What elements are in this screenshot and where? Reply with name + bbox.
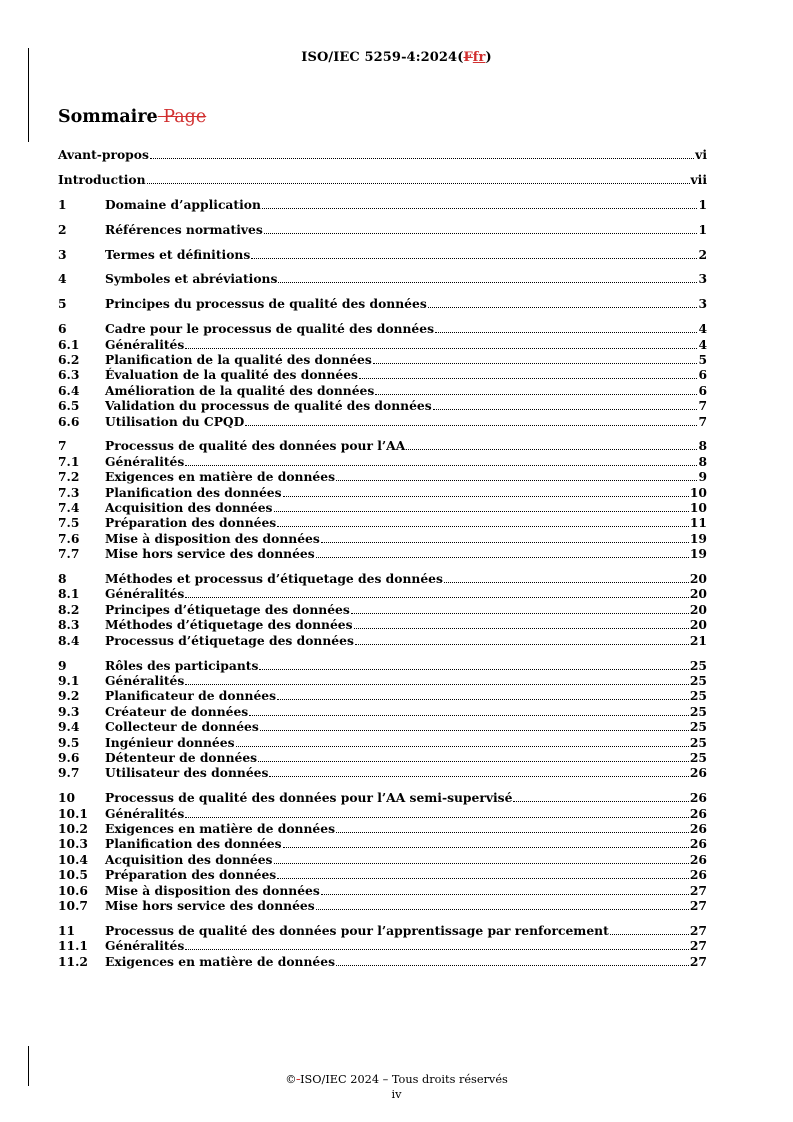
toc-entry-title: Détenteur de données — [105, 749, 258, 765]
toc-entry-leader-dots — [150, 158, 694, 159]
page-footer — [0, 1072, 793, 1102]
toc-heading — [58, 107, 206, 127]
toc-entry-title: Acquisition des données — [105, 500, 273, 516]
toc-entry-title: Généralités — [105, 336, 185, 352]
toc-entry-title: Exigences en matière de données — [105, 953, 335, 969]
toc-entry-leader-dots — [444, 582, 689, 583]
toc-entry-number: 6.4 — [58, 382, 80, 398]
toc-heading-title: Sommaire — [58, 107, 158, 127]
toc-entry-number: 9.5 — [58, 734, 80, 750]
toc-entry-page: 4 — [698, 336, 707, 352]
toc-entry-number: 9 — [58, 657, 67, 673]
toc-entry-leader-dots — [354, 628, 689, 629]
toc-entry[interactable] — [58, 704, 707, 719]
toc-entry-leader-dots — [245, 425, 697, 426]
toc-entry-leader-dots — [513, 801, 688, 802]
toc-entry-page: 26 — [689, 836, 707, 852]
toc-entry[interactable] — [58, 806, 707, 821]
toc-entry[interactable] — [58, 719, 707, 734]
toc-entry-leader-dots — [316, 557, 689, 558]
toc-entry-leader-dots — [355, 644, 689, 645]
toc-entry-number: 4 — [58, 271, 67, 287]
toc-entry-number: 11.1 — [58, 938, 88, 954]
toc-entry-leader-dots — [274, 863, 689, 864]
toc-entry-page: 26 — [689, 790, 707, 806]
toc-entry-title: Planification de la qualité des données — [105, 352, 372, 368]
toc-entry-leader-dots — [277, 878, 689, 879]
toc-entry-page: 26 — [689, 765, 707, 781]
toc-entry-title: Généralités — [105, 453, 185, 469]
toc-entry-leader-dots — [610, 934, 689, 935]
toc-entry-number: 10.3 — [58, 836, 88, 852]
toc-entry-page: 20 — [689, 617, 707, 633]
toc-entry-number: 7.5 — [58, 515, 80, 531]
toc-entry-leader-dots — [316, 909, 689, 910]
toc-entry-page: 25 — [689, 749, 707, 765]
toc-entry[interactable] — [58, 469, 707, 484]
toc-entry-title: Généralités — [105, 805, 185, 821]
toc-entry-page: 3 — [698, 271, 707, 287]
toc-entry-number: 10.6 — [58, 882, 88, 898]
copyright-text: ISO/IEC 2024 – Tous droits réservés — [300, 1073, 508, 1086]
toc-entry[interactable] — [58, 271, 707, 286]
toc-entry-title: Mise à disposition des données — [105, 530, 320, 546]
toc-entry-leader-dots — [249, 715, 689, 716]
toc-entry-number: 7.1 — [58, 453, 80, 469]
copyright-line — [0, 1072, 793, 1087]
toc-entry-title: Validation du processus de qualité des données — [105, 398, 432, 414]
toc-entry-page: 25 — [689, 703, 707, 719]
toc-entry[interactable] — [58, 438, 707, 453]
toc-entry[interactable] — [58, 500, 707, 515]
toc-entry-page: 10 — [689, 500, 707, 516]
toc-entry-page: 7 — [698, 398, 707, 414]
toc-entry[interactable] — [58, 352, 707, 367]
toc-entry-page: 8 — [698, 438, 707, 454]
toc-entry[interactable] — [58, 821, 707, 836]
toc-entry-number: 11 — [58, 922, 76, 938]
toc-entry-title: Mise hors service des données — [105, 897, 315, 913]
toc-entry[interactable] — [58, 571, 707, 586]
toc-entry-page: 19 — [689, 546, 707, 562]
toc-entry-leader-dots — [147, 183, 690, 184]
toc-entry[interactable] — [58, 867, 707, 882]
toc-entry-leader-dots — [336, 832, 689, 833]
toc-entry[interactable] — [58, 321, 707, 336]
toc-entry-page: 6 — [698, 382, 707, 398]
header-prefix: ISO/IEC 5259-4:2024( — [301, 50, 464, 65]
toc-entry-page: 25 — [689, 734, 707, 750]
page-number: iv — [391, 1088, 402, 1101]
toc-entry-leader-dots — [185, 348, 697, 349]
toc-entry[interactable] — [58, 673, 707, 688]
toc-entry-title: Préparation des données — [105, 515, 277, 531]
toc-entry-title: Introduction — [58, 171, 146, 187]
toc-entry-title: Domaine d’application — [105, 196, 261, 212]
toc-entry[interactable] — [58, 222, 707, 237]
toc-entry-leader-dots — [185, 817, 689, 818]
toc-entry-title: Collecteur de données — [105, 719, 259, 735]
toc-entry[interactable] — [58, 923, 707, 938]
toc-entry-title: Références normatives — [105, 221, 263, 237]
header-inserted-text: fr — [472, 50, 486, 65]
toc-entry-page: 26 — [689, 851, 707, 867]
toc-entry-number: 9.7 — [58, 765, 80, 781]
toc-entry-leader-dots — [321, 542, 689, 543]
toc-entry[interactable] — [58, 485, 707, 500]
toc-entry-leader-dots — [269, 776, 688, 777]
toc-entry-number: 2 — [58, 221, 67, 237]
toc-entry-number: 9.1 — [58, 672, 80, 688]
page-header — [0, 50, 793, 65]
toc-entry-title: Cadre pour le processus de qualité des données — [105, 321, 435, 337]
toc-entry-title: Exigences en matière de données — [105, 820, 335, 836]
toc-entry[interactable] — [58, 898, 707, 913]
toc-entry-title: Planification des données — [105, 484, 282, 500]
toc-entry-number: 7.4 — [58, 500, 80, 516]
toc-entry-leader-dots — [336, 480, 697, 481]
toc-entry-page: 27 — [689, 882, 707, 898]
toc-entry-leader-dots — [185, 949, 689, 950]
toc-entry-page: 9 — [698, 469, 707, 485]
toc-entry-number: 9.2 — [58, 688, 80, 704]
toc-entry-title: Utilisateur des données — [105, 765, 269, 781]
toc-entry-title: Utilisation du CPQD — [105, 413, 245, 429]
toc-entry[interactable] — [58, 367, 707, 382]
toc-entry-number: 1 — [58, 196, 67, 212]
toc-entry-title: Principes d’étiquetage des données — [105, 601, 350, 617]
toc-entry-title: Généralités — [105, 586, 185, 602]
toc-entry-leader-dots — [433, 409, 698, 410]
toc-entry-leader-dots — [259, 669, 688, 670]
toc-entry-title: Évaluation de la qualité des données — [105, 367, 358, 383]
toc-entry-leader-dots — [351, 613, 689, 614]
toc-entry-page: 6 — [698, 367, 707, 383]
toc-entry-page: 3 — [698, 296, 707, 312]
toc-entry-leader-dots — [336, 965, 689, 966]
toc-entry-page: 26 — [689, 867, 707, 883]
toc-entry-number: 9.3 — [58, 703, 80, 719]
toc-entry-page: 25 — [689, 657, 707, 673]
toc-entry-leader-dots — [321, 894, 689, 895]
toc-entry-title: Créateur de données — [105, 703, 249, 719]
toc-entry-leader-dots — [185, 597, 689, 598]
toc-entry-number: 8.1 — [58, 586, 80, 602]
toc-entry-number: 6.3 — [58, 367, 80, 383]
toc-entry-title: Symboles et abréviations — [105, 271, 278, 287]
toc-entry-page: 26 — [689, 805, 707, 821]
toc-entry-leader-dots — [185, 684, 689, 685]
toc-entry-page: 10 — [689, 484, 707, 500]
toc-entry[interactable] — [58, 414, 707, 429]
toc-entry[interactable] — [58, 531, 707, 546]
toc-entry-page: 4 — [698, 321, 707, 337]
toc-entry[interactable] — [58, 633, 707, 648]
toc-entry-page: 27 — [689, 953, 707, 969]
toc-entry[interactable] — [58, 586, 707, 601]
toc-entry[interactable] — [58, 147, 707, 162]
toc-entry-page: 27 — [689, 897, 707, 913]
toc-entry-leader-dots — [406, 449, 697, 450]
toc-entry-leader-dots — [278, 282, 697, 283]
toc-entry-number: 7.6 — [58, 530, 80, 546]
toc-entry[interactable] — [58, 515, 707, 530]
toc-entry-number: 10.1 — [58, 805, 88, 821]
toc-entry-page: 1 — [698, 221, 707, 237]
toc-entry[interactable] — [58, 247, 707, 262]
toc-entry-number: 6.6 — [58, 413, 80, 429]
header-deleted-text: F — [463, 50, 473, 65]
toc-entry-number: 7.3 — [58, 484, 80, 500]
toc-entry[interactable] — [58, 454, 707, 469]
toc-entry[interactable] — [58, 852, 707, 867]
toc-entry[interactable] — [58, 383, 707, 398]
toc-entry-number: 8.2 — [58, 601, 80, 617]
toc-entry-title: Méthodes et processus d’étiquetage des données — [105, 571, 443, 587]
toc-entry[interactable] — [58, 296, 707, 311]
toc-entry-page: 7 — [698, 413, 707, 429]
toc-entry-title: Processus d’étiquetage des données — [105, 632, 354, 648]
toc-entry-title: Méthodes d’étiquetage des données — [105, 617, 353, 633]
toc-entry-page: 20 — [689, 571, 707, 587]
toc-entry-leader-dots — [260, 730, 689, 731]
toc-entry-page: 1 — [698, 196, 707, 212]
toc-entry[interactable] — [58, 735, 707, 750]
toc-entry[interactable] — [58, 602, 707, 617]
toc-entry-page: 19 — [689, 530, 707, 546]
copyright-symbol: © — [285, 1073, 297, 1086]
toc-entry-number: 11.2 — [58, 953, 88, 969]
toc-entry-title: Mise à disposition des données — [105, 882, 320, 898]
toc-entry[interactable] — [58, 938, 707, 953]
toc-entry-number: 10.7 — [58, 897, 88, 913]
toc-entry-number: 3 — [58, 246, 67, 262]
toc-entry-number: 8.4 — [58, 632, 80, 648]
toc-entry[interactable] — [58, 617, 707, 632]
toc-entry-title: Acquisition des données — [105, 851, 273, 867]
toc-entry-number: 10 — [58, 790, 76, 806]
toc-entry-title: Exigences en matière de données — [105, 469, 335, 485]
toc-heading-deleted-page: Page — [157, 107, 207, 127]
toc-entry-page: 27 — [689, 938, 707, 954]
toc-entry[interactable] — [58, 398, 707, 413]
toc-entry-number: 6.1 — [58, 336, 80, 352]
toc-entry[interactable] — [58, 790, 707, 805]
toc-entry-leader-dots — [375, 394, 697, 395]
toc-entry-page: 26 — [689, 820, 707, 836]
toc-entry-leader-dots — [185, 465, 697, 466]
toc-entry-title: Avant-propos — [58, 147, 149, 162]
toc-entry[interactable] — [58, 197, 707, 212]
toc-entry-page: 25 — [689, 688, 707, 704]
toc-entry[interactable] — [58, 688, 707, 703]
toc-entry-page: 25 — [689, 719, 707, 735]
toc-entry[interactable] — [58, 658, 707, 673]
toc-entry-title: Généralités — [105, 672, 185, 688]
toc-entry-title: Planificateur de données — [105, 688, 277, 704]
toc-entry-leader-dots — [359, 378, 697, 379]
toc-entry-page: 20 — [689, 586, 707, 602]
toc-entry-number: 7 — [58, 438, 67, 454]
toc-entry-leader-dots — [274, 511, 689, 512]
toc-entry-title: Processus de qualité des données pour l’apprentissage par renforcement — [105, 922, 609, 938]
toc-entry-page: 27 — [689, 922, 707, 938]
toc-entry-page: 21 — [689, 632, 707, 648]
toc-entry-page: 25 — [689, 672, 707, 688]
toc-entry-title: Amélioration de la qualité des données — [105, 382, 375, 398]
toc-entry-page: 11 — [689, 515, 707, 531]
toc-entry-number: 10.4 — [58, 851, 88, 867]
toc-entry-number: 6 — [58, 321, 67, 337]
toc-entry-number: 9.6 — [58, 749, 80, 765]
toc-entry-page: vii — [690, 171, 707, 187]
toc-entry[interactable] — [58, 883, 707, 898]
toc-entry-title: Processus de qualité des données pour l’AA — [105, 438, 406, 454]
toc-entry-leader-dots — [283, 847, 689, 848]
toc-entry-number: 5 — [58, 296, 67, 312]
toc-entry-page: 5 — [698, 352, 707, 368]
toc-entry-title: Mise hors service des données — [105, 546, 315, 562]
toc-entry-title: Préparation des données — [105, 867, 277, 883]
header-suffix: ) — [485, 50, 492, 65]
toc-entry-leader-dots — [435, 332, 697, 333]
toc-entry-title: Généralités — [105, 938, 185, 954]
toc-entry-leader-dots — [264, 233, 698, 234]
toc-entry-number: 9.4 — [58, 719, 80, 735]
toc-entry[interactable] — [58, 954, 707, 969]
toc-entry-page: 20 — [689, 601, 707, 617]
toc-entry-leader-dots — [373, 363, 698, 364]
toc-entry-title: Planification des données — [105, 836, 282, 852]
toc-entry-title: Processus de qualité des données pour l’AA semi-supervisé — [105, 790, 513, 806]
toc-entry-leader-dots — [258, 761, 689, 762]
toc-entry[interactable] — [58, 750, 707, 765]
toc-entry-number: 6.5 — [58, 398, 80, 414]
toc-entry[interactable] — [58, 765, 707, 780]
toc-entry-number: 8.3 — [58, 617, 80, 633]
toc-entry-number: 10.5 — [58, 867, 88, 883]
toc-entry-page: 2 — [698, 246, 707, 262]
toc-entry-title: Termes et définitions — [105, 246, 251, 262]
toc-entry-number: 8 — [58, 571, 67, 587]
toc-entry-page: vi — [695, 147, 707, 162]
toc-entry-leader-dots — [283, 496, 689, 497]
toc-entry-number: 7.7 — [58, 546, 80, 562]
toc-entry-leader-dots — [262, 208, 698, 209]
toc-entry-leader-dots — [277, 526, 689, 527]
toc-entry-number: 6.2 — [58, 352, 80, 368]
toc-entry-number: 10.2 — [58, 820, 88, 836]
toc-entry-leader-dots — [428, 307, 698, 308]
toc-entry[interactable] — [58, 337, 707, 352]
toc-entry-leader-dots — [251, 258, 697, 259]
toc-entry[interactable] — [58, 836, 707, 851]
toc-entry[interactable] — [58, 546, 707, 561]
toc-entry-title: Principes du processus de qualité des données — [105, 296, 427, 312]
table-of-contents — [58, 147, 707, 969]
toc-entry-leader-dots — [277, 699, 689, 700]
toc-entry[interactable] — [58, 172, 707, 187]
toc-entry-leader-dots — [236, 746, 689, 747]
toc-entry-title: Ingénieur données — [105, 734, 235, 750]
toc-entry-number: 7.2 — [58, 469, 80, 485]
toc-entry-page: 8 — [698, 453, 707, 469]
toc-entry-title: Rôles des participants — [105, 657, 259, 673]
